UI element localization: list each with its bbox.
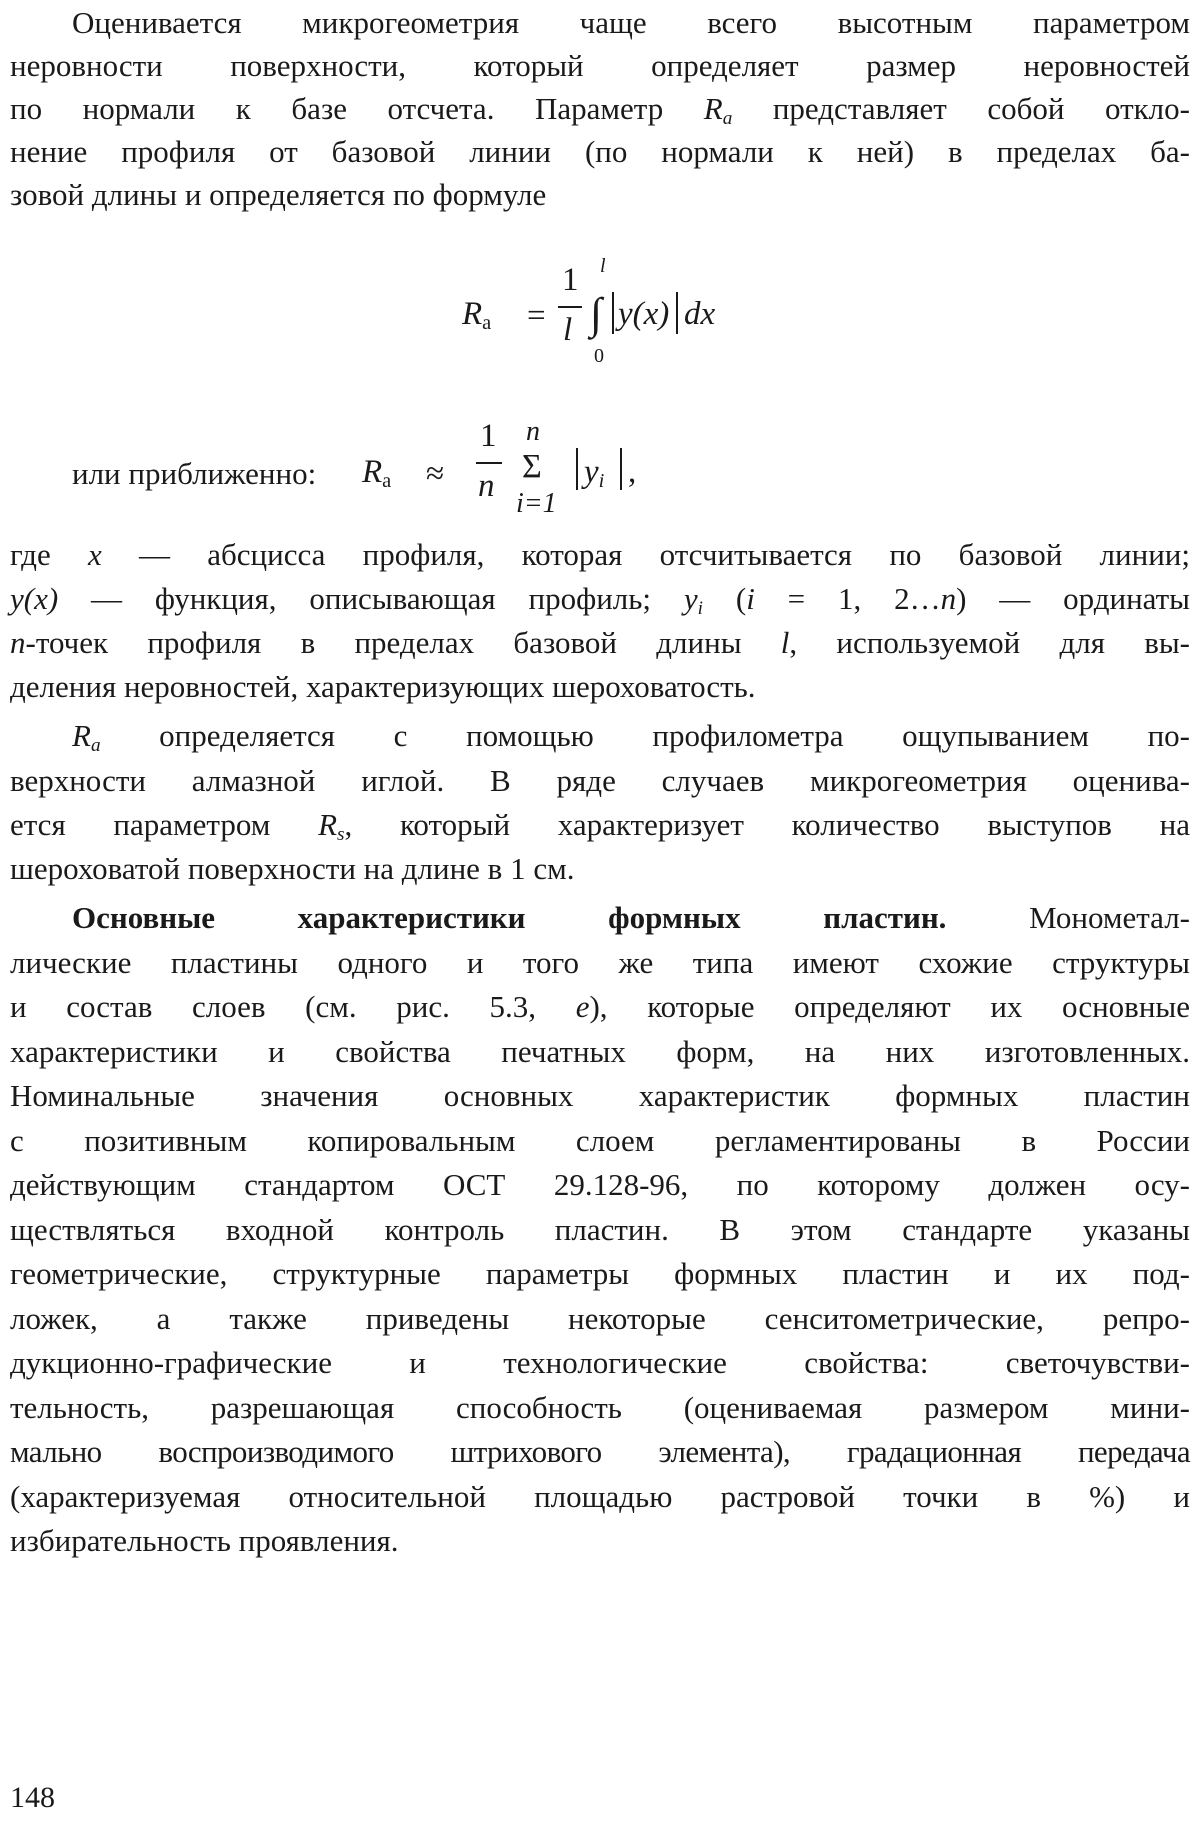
text-line: Основные характеристики формных пластин. Монометал- bbox=[72, 900, 1191, 935]
text-line: деления неровностей, характеризующих шероховатость. bbox=[10, 669, 756, 704]
text-line: лические пластины одного и того же типа имеют схожие структуры bbox=[10, 945, 1190, 980]
text-line: Оценивается микрогеометрия чаще всего высотным параметром bbox=[72, 5, 1190, 40]
text-line: $R_a$ определяется с помощью профилометра ощупыванием по- bbox=[72, 718, 1190, 756]
text-line: Номинальные значения основных характеристик формных пластин bbox=[10, 1078, 1190, 1113]
text-line: нение профиля от базовой линии (по нормали к ней) в пределах ба- bbox=[10, 134, 1190, 169]
text-line: ществляться входной контроль пластин. В этом стандарте указаны bbox=[10, 1212, 1190, 1247]
text-line: характеристики и свойства печатных форм, на них изготовленных. bbox=[10, 1034, 1190, 1069]
text-line: мально воспроизводимого штрихового элемента), градационная передача bbox=[10, 1434, 1190, 1469]
text-line: шероховатой поверхности на длине в 1 см. bbox=[10, 851, 575, 886]
formula-sum: или приближенно: $R_а$ ≈ 1 n n Σ i=1 $y_i$ , bbox=[72, 416, 637, 519]
formula-integral: $R_а$ = 1 l l ∫ 0 y(x) dx bbox=[462, 255, 716, 367]
text-line: зовой длины и определяется по формуле bbox=[10, 177, 547, 212]
page-number: 148 bbox=[10, 1781, 55, 1814]
text-line: верхности алмазной иглой. В ряде случаев микрогеометрия оценива- bbox=[10, 763, 1190, 798]
text-line: n-точек профиля в пределах базовой длины l, используемой для вы- bbox=[10, 625, 1190, 660]
section-heading: Основные характеристики формных пластин. bbox=[72, 900, 947, 935]
text-line: y(x) — функция, описывающая профиль; $y_i$ (i = 1, 2…n) — ординаты bbox=[10, 581, 1191, 619]
text-line: действующим стандартом ОСТ 29.128-96, по которому должен осу- bbox=[10, 1167, 1190, 1202]
text-line: ложек, а также приведены некоторые сенситометрические, репро- bbox=[10, 1301, 1190, 1336]
text-line: ется параметром $R_s$, который характеризует количество выступов на bbox=[10, 807, 1191, 845]
text-line: с позитивным копировальным слоем регламентированы в России bbox=[10, 1123, 1190, 1158]
text-line: дукционно-графические и технологические свойства: светочувстви- bbox=[10, 1345, 1190, 1380]
text-line: избирательность проявления. bbox=[10, 1523, 399, 1558]
text-line: геометрические, структурные параметры формных пластин и их под- bbox=[10, 1256, 1190, 1291]
text-line: (характеризуемая относительной площадью растровой точки в %) и bbox=[10, 1479, 1190, 1514]
book-page bbox=[10, 0, 1202, 1828]
text-line: и состав слоев (см. рис. 5.3, е), которые определяют их основные bbox=[10, 989, 1190, 1024]
text-line: где x — абсцисса профиля, которая отсчитывается по базовой линии; bbox=[10, 537, 1190, 572]
text-line: по нормали к базе отсчета. Параметр $R_a$ представляет собой откло- bbox=[10, 91, 1190, 129]
text-line: неровности поверхности, который определяет размер неровностей bbox=[10, 48, 1190, 83]
text-line: тельность, разрешающая способность (оцениваемая размером мини- bbox=[10, 1390, 1190, 1425]
